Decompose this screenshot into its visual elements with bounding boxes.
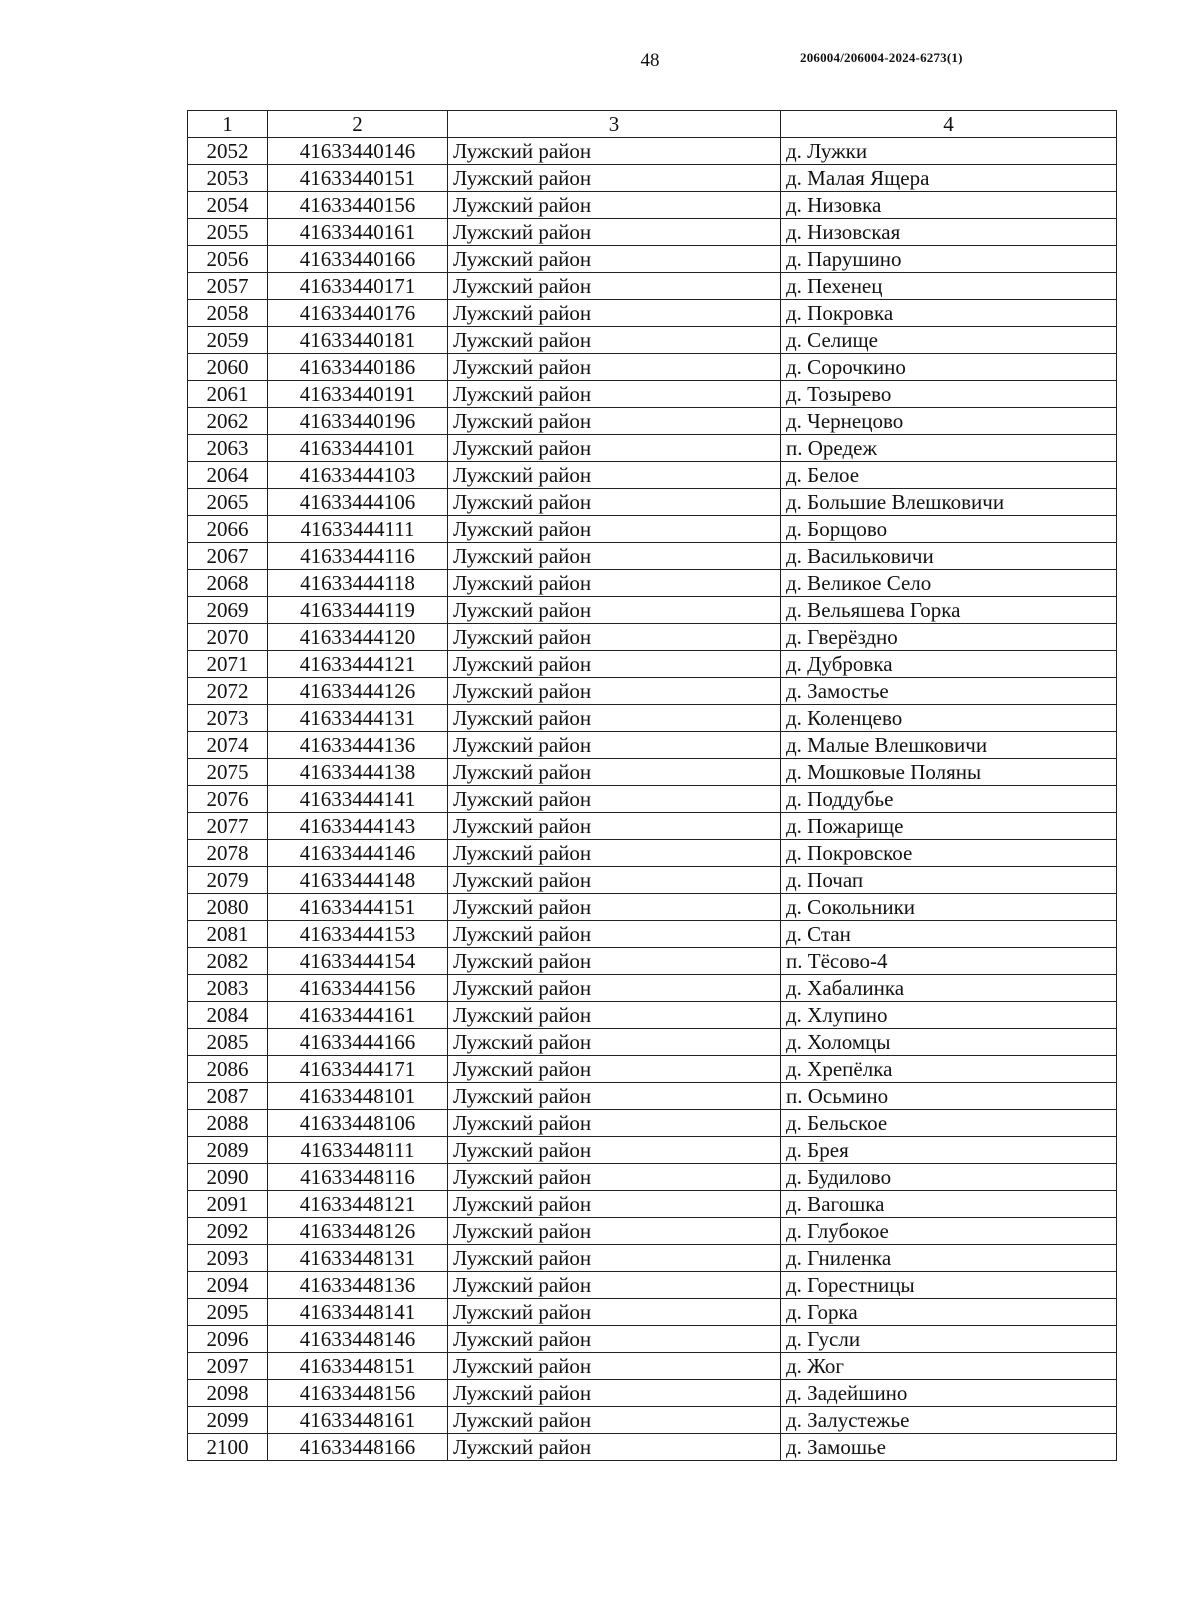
table-row: [188, 597, 1117, 624]
table-row: [188, 1407, 1117, 1434]
code-cell: 41633440186: [268, 354, 448, 381]
settlement-cell: д. Великое Село: [781, 570, 1117, 597]
code-cell: 41633440166: [268, 246, 448, 273]
district-cell: Лужский район: [448, 1029, 781, 1056]
table-row: [188, 1326, 1117, 1353]
district-cell: Лужский район: [448, 1326, 781, 1353]
table-row: [188, 354, 1117, 381]
code-cell: 41633440196: [268, 408, 448, 435]
table-row: [188, 1434, 1117, 1461]
table-row: [188, 624, 1117, 651]
row-number-cell: 2094: [188, 1272, 268, 1299]
row-number-cell: 2091: [188, 1191, 268, 1218]
row-number-cell: 2079: [188, 867, 268, 894]
district-cell: Лужский район: [448, 273, 781, 300]
settlement-cell: д. Гниленка: [781, 1245, 1117, 1272]
code-cell: 41633444141: [268, 786, 448, 813]
district-cell: Лужский район: [448, 705, 781, 732]
code-cell: 41633448111: [268, 1137, 448, 1164]
district-cell: Лужский район: [448, 921, 781, 948]
table-row: [188, 1272, 1117, 1299]
settlement-cell: д. Большие Влешковичи: [781, 489, 1117, 516]
settlement-cell: д. Покровка: [781, 300, 1117, 327]
district-cell: Лужский район: [448, 1164, 781, 1191]
code-cell: 41633444171: [268, 1056, 448, 1083]
code-cell: 41633444161: [268, 1002, 448, 1029]
settlement-cell: д. Вагошка: [781, 1191, 1117, 1218]
row-number-cell: 2092: [188, 1218, 268, 1245]
district-cell: Лужский район: [448, 165, 781, 192]
settlement-cell: д. Борщово: [781, 516, 1117, 543]
district-cell: Лужский район: [448, 192, 781, 219]
district-cell: Лужский район: [448, 408, 781, 435]
code-cell: 41633448101: [268, 1083, 448, 1110]
settlement-cell: д. Малая Ящера: [781, 165, 1117, 192]
code-cell: 41633440156: [268, 192, 448, 219]
code-cell: 41633444119: [268, 597, 448, 624]
settlement-cell: д. Чернецово: [781, 408, 1117, 435]
code-cell: 41633440181: [268, 327, 448, 354]
row-number-cell: 2089: [188, 1137, 268, 1164]
district-cell: Лужский район: [448, 759, 781, 786]
table-row: [188, 1299, 1117, 1326]
table-row: [188, 651, 1117, 678]
settlement-cell: д. Хабалинка: [781, 975, 1117, 1002]
table-row: [188, 1110, 1117, 1137]
settlement-cell: д. Поддубье: [781, 786, 1117, 813]
table-row: [188, 381, 1117, 408]
settlement-cell: д. Замостье: [781, 678, 1117, 705]
settlement-cell: д. Холомцы: [781, 1029, 1117, 1056]
district-cell: Лужский район: [448, 516, 781, 543]
row-number-cell: 2054: [188, 192, 268, 219]
district-cell: Лужский район: [448, 651, 781, 678]
row-number-cell: 2099: [188, 1407, 268, 1434]
settlement-cell: д. Васильковичи: [781, 543, 1117, 570]
row-number-cell: 2078: [188, 840, 268, 867]
table-header-row: [188, 111, 1117, 138]
district-cell: Лужский район: [448, 867, 781, 894]
settlement-cell: д. Замошье: [781, 1434, 1117, 1461]
code-cell: 41633444156: [268, 975, 448, 1002]
district-cell: Лужский район: [448, 462, 781, 489]
district-cell: Лужский район: [448, 1407, 781, 1434]
table-row: [188, 786, 1117, 813]
district-cell: Лужский район: [448, 975, 781, 1002]
table-row: [188, 705, 1117, 732]
table-row: [188, 165, 1117, 192]
settlement-cell: д. Задейшино: [781, 1380, 1117, 1407]
table-row: [188, 1137, 1117, 1164]
settlement-cell: д. Хлупино: [781, 1002, 1117, 1029]
settlement-cell: п. Тёсово-4: [781, 948, 1117, 975]
code-cell: 41633448121: [268, 1191, 448, 1218]
table-row: [188, 327, 1117, 354]
row-number-cell: 2056: [188, 246, 268, 273]
district-cell: Лужский район: [448, 1083, 781, 1110]
district-cell: Лужский район: [448, 1245, 781, 1272]
district-cell: Лужский район: [448, 1191, 781, 1218]
row-number-cell: 2095: [188, 1299, 268, 1326]
settlement-cell: д. Пожарище: [781, 813, 1117, 840]
row-number-cell: 2059: [188, 327, 268, 354]
row-number-cell: 2093: [188, 1245, 268, 1272]
code-cell: 41633448141: [268, 1299, 448, 1326]
code-cell: 41633448106: [268, 1110, 448, 1137]
code-cell: 41633448116: [268, 1164, 448, 1191]
settlement-cell: д. Парушино: [781, 246, 1117, 273]
code-cell: 41633444116: [268, 543, 448, 570]
district-cell: Лужский район: [448, 948, 781, 975]
district-cell: Лужский район: [448, 543, 781, 570]
document-reference: 206004/206004-2024-6273(1): [800, 50, 963, 65]
code-cell: 41633448151: [268, 1353, 448, 1380]
table-row: [188, 894, 1117, 921]
code-cell: 41633448166: [268, 1434, 448, 1461]
table-row: [188, 1083, 1117, 1110]
row-number-cell: 2088: [188, 1110, 268, 1137]
table-row: [188, 1164, 1117, 1191]
district-cell: Лужский район: [448, 300, 781, 327]
settlement-cell: д. Низовская: [781, 219, 1117, 246]
row-number-cell: 2065: [188, 489, 268, 516]
district-cell: Лужский район: [448, 1137, 781, 1164]
page-number: 48: [640, 50, 660, 71]
settlement-cell: д. Сокольники: [781, 894, 1117, 921]
district-cell: Лужский район: [448, 732, 781, 759]
code-cell: 41633444111: [268, 516, 448, 543]
district-cell: Лужский район: [448, 624, 781, 651]
row-number-cell: 2081: [188, 921, 268, 948]
code-cell: 41633444138: [268, 759, 448, 786]
row-number-cell: 2097: [188, 1353, 268, 1380]
district-cell: Лужский район: [448, 219, 781, 246]
settlement-cell: д. Покровское: [781, 840, 1117, 867]
row-number-cell: 2062: [188, 408, 268, 435]
table-row: [188, 813, 1117, 840]
code-cell: 41633444103: [268, 462, 448, 489]
code-cell: 41633448146: [268, 1326, 448, 1353]
table-row: [188, 948, 1117, 975]
settlement-cell: д. Селище: [781, 327, 1117, 354]
table-row: [188, 543, 1117, 570]
table-row: [188, 408, 1117, 435]
code-cell: 41633444166: [268, 1029, 448, 1056]
settlement-cell: п. Оредеж: [781, 435, 1117, 462]
table-row: [188, 678, 1117, 705]
table-row: [188, 975, 1117, 1002]
table-row: [188, 138, 1117, 165]
code-cell: 41633444148: [268, 867, 448, 894]
row-number-cell: 2055: [188, 219, 268, 246]
district-cell: Лужский район: [448, 381, 781, 408]
row-number-cell: 2053: [188, 165, 268, 192]
row-number-cell: 2082: [188, 948, 268, 975]
column-header-2: 2: [268, 111, 448, 138]
table-row: [188, 759, 1117, 786]
district-cell: Лужский район: [448, 1002, 781, 1029]
code-cell: 41633440171: [268, 273, 448, 300]
table-row: [188, 273, 1117, 300]
table-row: [188, 300, 1117, 327]
district-cell: Лужский район: [448, 246, 781, 273]
settlement-cell: д. Горестницы: [781, 1272, 1117, 1299]
settlement-cell: д. Гусли: [781, 1326, 1117, 1353]
code-cell: 41633444118: [268, 570, 448, 597]
table-row: [188, 246, 1117, 273]
table-row: [188, 732, 1117, 759]
code-cell: 41633440176: [268, 300, 448, 327]
district-cell: Лужский район: [448, 138, 781, 165]
code-cell: 41633440191: [268, 381, 448, 408]
row-number-cell: 2073: [188, 705, 268, 732]
code-cell: 41633448131: [268, 1245, 448, 1272]
code-cell: 41633440151: [268, 165, 448, 192]
table-row: [188, 1218, 1117, 1245]
settlement-cell: д. Будилово: [781, 1164, 1117, 1191]
row-number-cell: 2060: [188, 354, 268, 381]
settlement-cell: д. Белое: [781, 462, 1117, 489]
code-cell: 41633448126: [268, 1218, 448, 1245]
table-row: [188, 489, 1117, 516]
table-row: [188, 435, 1117, 462]
code-cell: 41633444120: [268, 624, 448, 651]
row-number-cell: 2084: [188, 1002, 268, 1029]
table-row: [188, 840, 1117, 867]
settlement-cell: п. Осьмино: [781, 1083, 1117, 1110]
district-cell: Лужский район: [448, 597, 781, 624]
district-cell: Лужский район: [448, 1056, 781, 1083]
row-number-cell: 2058: [188, 300, 268, 327]
settlement-cell: д. Мошковые Поляны: [781, 759, 1117, 786]
code-cell: 41633444146: [268, 840, 448, 867]
settlement-cell: д. Хрепёлка: [781, 1056, 1117, 1083]
code-cell: 41633444136: [268, 732, 448, 759]
row-number-cell: 2052: [188, 138, 268, 165]
settlement-cell: д. Тозырево: [781, 381, 1117, 408]
settlement-cell: д. Гверёздно: [781, 624, 1117, 651]
row-number-cell: 2077: [188, 813, 268, 840]
table-row: [188, 1245, 1117, 1272]
code-cell: 41633444143: [268, 813, 448, 840]
row-number-cell: 2098: [188, 1380, 268, 1407]
row-number-cell: 2067: [188, 543, 268, 570]
settlement-cell: д. Стан: [781, 921, 1117, 948]
code-cell: 41633444106: [268, 489, 448, 516]
district-cell: Лужский район: [448, 327, 781, 354]
district-cell: Лужский район: [448, 894, 781, 921]
row-number-cell: 2068: [188, 570, 268, 597]
row-number-cell: 2083: [188, 975, 268, 1002]
table-row: [188, 1056, 1117, 1083]
row-number-cell: 2063: [188, 435, 268, 462]
table-row: [188, 516, 1117, 543]
table-row: [188, 1002, 1117, 1029]
table-row: [188, 462, 1117, 489]
settlement-cell: д. Брея: [781, 1137, 1117, 1164]
district-cell: Лужский район: [448, 1353, 781, 1380]
district-cell: Лужский район: [448, 1272, 781, 1299]
settlement-cell: д. Горка: [781, 1299, 1117, 1326]
code-cell: 41633440146: [268, 138, 448, 165]
table-row: [188, 921, 1117, 948]
table-row: [188, 1029, 1117, 1056]
district-cell: Лужский район: [448, 570, 781, 597]
table-row: [188, 867, 1117, 894]
code-cell: 41633444131: [268, 705, 448, 732]
code-cell: 41633444126: [268, 678, 448, 705]
district-cell: Лужский район: [448, 813, 781, 840]
table-row: [188, 192, 1117, 219]
district-cell: Лужский район: [448, 1380, 781, 1407]
code-cell: 41633448161: [268, 1407, 448, 1434]
settlement-cell: д. Вельяшева Горка: [781, 597, 1117, 624]
row-number-cell: 2080: [188, 894, 268, 921]
row-number-cell: 2070: [188, 624, 268, 651]
row-number-cell: 2087: [188, 1083, 268, 1110]
district-cell: Лужский район: [448, 786, 781, 813]
table-row: [188, 219, 1117, 246]
settlement-cell: д. Низовка: [781, 192, 1117, 219]
district-cell: Лужский район: [448, 354, 781, 381]
settlement-cell: д. Жог: [781, 1353, 1117, 1380]
row-number-cell: 2100: [188, 1434, 268, 1461]
row-number-cell: 2074: [188, 732, 268, 759]
district-cell: Лужский район: [448, 489, 781, 516]
settlement-cell: д. Пехенец: [781, 273, 1117, 300]
row-number-cell: 2090: [188, 1164, 268, 1191]
district-cell: Лужский район: [448, 840, 781, 867]
code-cell: 41633448156: [268, 1380, 448, 1407]
code-cell: 41633440161: [268, 219, 448, 246]
code-cell: 41633444101: [268, 435, 448, 462]
row-number-cell: 2069: [188, 597, 268, 624]
row-number-cell: 2096: [188, 1326, 268, 1353]
code-cell: 41633444154: [268, 948, 448, 975]
column-header-4: 4: [781, 111, 1117, 138]
settlement-cell: д. Лужки: [781, 138, 1117, 165]
row-number-cell: 2061: [188, 381, 268, 408]
table-row: [188, 570, 1117, 597]
settlement-cell: д. Коленцево: [781, 705, 1117, 732]
settlement-cell: д. Залустежье: [781, 1407, 1117, 1434]
settlement-cell: д. Сорочкино: [781, 354, 1117, 381]
row-number-cell: 2076: [188, 786, 268, 813]
column-header-3: 3: [448, 111, 781, 138]
code-cell: 41633444121: [268, 651, 448, 678]
district-cell: Лужский район: [448, 1299, 781, 1326]
table-row: [188, 1380, 1117, 1407]
settlement-cell: д. Глубокое: [781, 1218, 1117, 1245]
settlements-table: [187, 110, 1117, 1461]
row-number-cell: 2071: [188, 651, 268, 678]
row-number-cell: 2064: [188, 462, 268, 489]
row-number-cell: 2086: [188, 1056, 268, 1083]
row-number-cell: 2075: [188, 759, 268, 786]
code-cell: 41633448136: [268, 1272, 448, 1299]
code-cell: 41633444153: [268, 921, 448, 948]
row-number-cell: 2072: [188, 678, 268, 705]
row-number-cell: 2066: [188, 516, 268, 543]
settlement-cell: д. Почап: [781, 867, 1117, 894]
row-number-cell: 2085: [188, 1029, 268, 1056]
district-cell: Лужский район: [448, 435, 781, 462]
district-cell: Лужский район: [448, 1218, 781, 1245]
district-cell: Лужский район: [448, 1434, 781, 1461]
settlement-cell: д. Бельское: [781, 1110, 1117, 1137]
column-header-1: 1: [188, 111, 268, 138]
code-cell: 41633444151: [268, 894, 448, 921]
row-number-cell: 2057: [188, 273, 268, 300]
table-row: [188, 1191, 1117, 1218]
district-cell: Лужский район: [448, 678, 781, 705]
settlement-cell: д. Дубровка: [781, 651, 1117, 678]
settlement-cell: д. Малые Влешковичи: [781, 732, 1117, 759]
table-row: [188, 1353, 1117, 1380]
district-cell: Лужский район: [448, 1110, 781, 1137]
table-body: [188, 138, 1117, 1461]
